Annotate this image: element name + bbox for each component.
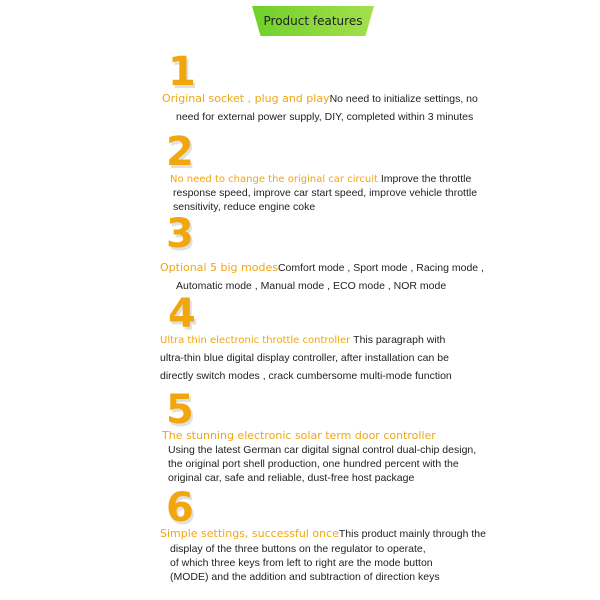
feature-5-line-4 [168,471,414,485]
feature-1-line-2 [176,110,473,124]
feature-1-highlight: Original socket , plug and play [162,92,330,105]
feature-4-line-1 [160,333,445,348]
feature-2-line-3 [173,200,315,214]
feature-5-text-1: Using the latest German car digital signal control dual-chip design, [168,444,477,456]
feature-5-line-2 [168,443,476,457]
feature-6-text-1: This product mainly through the [338,528,486,540]
feature-6-line-4 [170,570,440,584]
feature-6-line-1 [160,527,486,541]
feature-1-line-1 [162,92,478,106]
feature-6-text-2: display of the three buttons on the regulator to operate, [170,543,426,555]
feature-1-text-1: No need to initialize settings, no [329,93,478,105]
feature-5-line-1 [162,429,436,443]
feature-2-text-1: Improve the throttle [380,173,472,185]
feature-4-line-3 [160,369,452,383]
feature-number-4: 4 [168,291,196,337]
feature-2-highlight: No need to change the original car circuit [170,174,378,185]
feature-6-text-4: (MODE) and the addition and subtraction of direction keys [170,571,440,583]
feature-2-text-2: response speed, improve car start speed, improve vehicle throttle [173,187,478,199]
feature-4-text-3: directly switch modes , crack cumbersome multi-mode function [160,370,452,382]
feature-4-text-2: ultra-thin blue digital display controller, after installation can be [160,352,449,364]
feature-3-line-1 [160,261,484,275]
feature-number-3: 3 [166,211,194,257]
feature-3-highlight: Optional 5 big modes [160,261,278,274]
feature-5-text-3: original car, safe and reliable, dust-free host package [168,472,415,484]
feature-6-line-2 [170,542,426,556]
feature-number-2: 2 [166,129,194,175]
feature-6-line-3 [170,556,433,570]
feature-2-text-3: sensitivity, reduce engine coke [173,201,316,213]
feature-2-line-1 [170,172,471,187]
feature-2-line-2 [173,186,477,200]
feature-1-text-2: need for external power supply, DIY, completed within 3 minutes [176,111,474,123]
feature-6-highlight: Simple settings, successful once [160,527,339,540]
feature-3-line-2 [176,279,446,293]
feature-4-line-2 [160,351,449,365]
feature-number-5: 5 [166,387,194,433]
feature-6-text-3: of which three keys from left to right are the mode button [170,557,433,569]
feature-5-line-3 [168,457,459,471]
page-title: Product features [263,14,363,28]
feature-4-highlight: Ultra thin electronic throttle controller [160,335,351,346]
feature-3-text-1: Comfort mode , Sport mode , Racing mode , [277,262,484,274]
feature-5-text-2: the original port shell production, one hundred percent with the [168,458,459,470]
feature-5-highlight: The stunning electronic solar term door controller [162,429,436,442]
feature-number-6: 6 [166,485,194,531]
feature-number-1: 1 [168,49,196,95]
feature-3-text-2: Automatic mode , Manual mode , ECO mode , NOR mode [176,280,447,292]
feature-4-text-1: This paragraph with [353,334,446,346]
